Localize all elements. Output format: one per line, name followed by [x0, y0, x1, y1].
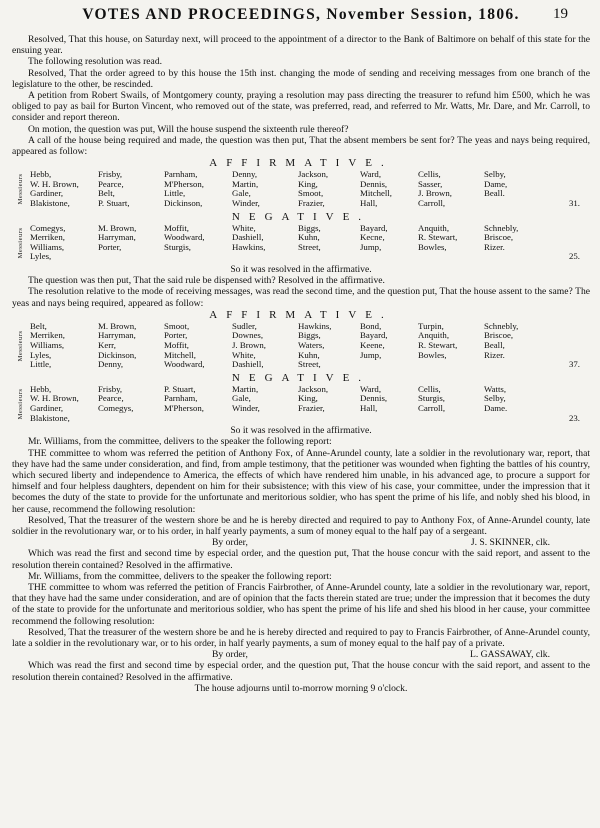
vote-negative-list — [12, 385, 590, 423]
member-name: Gardiner, — [30, 188, 64, 199]
signature-block — [12, 649, 590, 660]
member-name: Frisby, — [98, 169, 123, 180]
member-name — [298, 252, 360, 262]
member-name: Comegys, — [98, 402, 134, 413]
vote-negative-list — [12, 224, 590, 262]
member-name: Jackson, — [298, 383, 329, 394]
messieurs-label: Messieurs — [16, 173, 24, 205]
messieurs-label: Messieurs — [16, 330, 24, 362]
member-name: Cellis, — [418, 169, 441, 180]
member-name: Smoot, — [298, 188, 324, 199]
paragraph: On motion, the question was put, Will the house suspend the sixteenth rule thereof? — [28, 123, 349, 135]
vote-side-label — [12, 385, 30, 423]
vote-column — [30, 322, 98, 370]
member-name: Denny, — [232, 169, 258, 180]
member-name: Porter, — [98, 241, 122, 252]
vote-column — [360, 385, 418, 423]
member-name: Dennis, — [360, 393, 388, 404]
member-name: Selby, — [484, 393, 506, 404]
vote-column — [30, 224, 98, 262]
adjournment-notice: The house adjourns until to-morrow morning 9 o'clock. — [194, 682, 408, 694]
vote-total: 31. — [569, 198, 580, 209]
member-name: Sasser, — [418, 178, 443, 189]
member-name — [232, 252, 298, 262]
member-name: Hawkins, — [232, 241, 266, 252]
member-name: Ward, — [360, 383, 382, 394]
member-name — [360, 360, 418, 370]
vote-negative-heading: NEGATIVE. — [231, 210, 371, 223]
member-name: Woodward, — [164, 232, 205, 243]
page-number: 19 — [553, 6, 568, 22]
member-name: Frisby, — [98, 383, 123, 394]
paragraph: Resolved, That the treasurer of the western shore be and he is hereby directed and required to pay to Anthony Fox, of Anne-Arundel county, late soldier in the revolutionary war, or to his order, in half yearly payments, a sum of money equal to the half pay of a sergeant. — [12, 514, 590, 537]
member-name: Pearce, — [98, 393, 124, 404]
member-name: J. Brown, — [232, 339, 266, 350]
member-name: Mitchell, — [164, 349, 197, 360]
member-name — [164, 414, 232, 424]
member-name: Street, — [298, 359, 321, 370]
member-name — [418, 252, 484, 262]
member-name: White, — [232, 222, 256, 233]
member-name: Biggs, — [298, 330, 321, 341]
vote-column — [484, 385, 532, 423]
vote-negative-heading: NEGATIVE. — [231, 371, 371, 384]
vote-column — [360, 322, 418, 370]
member-name — [484, 360, 532, 370]
member-name: Porter, — [164, 330, 188, 341]
vote-affirmative-heading: AFFIRMATIVE. — [209, 308, 393, 321]
member-name: Schnebly, — [484, 222, 519, 233]
member-name: Winder, — [232, 402, 260, 413]
member-name: Beall, — [484, 339, 505, 350]
member-name: Pearce, — [98, 178, 124, 189]
member-name: M'Pherson, — [164, 402, 204, 413]
vote-side-label — [12, 322, 30, 370]
member-name: Hall, — [360, 402, 378, 413]
member-name: Jump, — [360, 349, 382, 360]
signature-clerk: L. GASSAWAY, clk. — [470, 649, 550, 661]
member-name: Kuhn, — [298, 349, 320, 360]
member-name: Watts, — [484, 383, 507, 394]
paragraph: A petition from Robert Swails, of Montgomery county, praying a resolution may pass directing the treasurer to refund him £500, which he was obliged to pay as bail for Burton Vincent, who removed out of the state, was preferred, read, and referred to Mr. Watts, Mr. Dare, and Mr. Carroll, to consider and report thereon. — [12, 90, 590, 124]
paragraph: Mr. Williams, from the committee, delivers to the speaker the following report: — [28, 570, 332, 582]
member-name — [484, 414, 532, 424]
member-name: Williams, — [30, 241, 65, 252]
member-name: Martin, — [232, 178, 259, 189]
member-name — [418, 414, 484, 424]
paragraph: The resolution relative to the mode of receiving messages, was read the second time, and the question put, That the house assent to the same? The yeas and nays being required, appeared as follow: — [12, 286, 590, 309]
signature-block — [12, 537, 590, 548]
vote-side-label — [12, 170, 30, 208]
member-name: Dame, — [484, 178, 508, 189]
vote-column — [418, 224, 484, 262]
member-name: Dame. — [484, 402, 508, 413]
member-name: Blakistone, — [30, 412, 70, 423]
member-name: Merriken, — [30, 232, 65, 243]
member-name: King, — [298, 178, 318, 189]
messieurs-label: Messieurs — [16, 227, 24, 259]
member-name: Street, — [298, 241, 321, 252]
member-name: W. H. Brown, — [30, 393, 79, 404]
member-name: Jump, — [360, 241, 382, 252]
signature-clerk: J. S. SKINNER, clk. — [470, 537, 550, 549]
vote-total: 23. — [569, 412, 580, 423]
vote-column — [98, 170, 164, 208]
member-name: Hall, — [360, 198, 378, 209]
member-name: Comegys, — [30, 222, 66, 233]
member-name: Merriken, — [30, 330, 65, 341]
member-name — [298, 414, 360, 424]
member-name: Moffit, — [164, 222, 190, 233]
page-header — [12, 6, 590, 34]
member-name: Harryman, — [98, 232, 136, 243]
member-name: Frazier, — [298, 198, 325, 209]
member-name — [484, 199, 532, 209]
member-name: Briscoe, — [484, 232, 514, 243]
vote-total: 25. — [569, 251, 580, 262]
member-name: Carroll, — [418, 198, 446, 209]
member-name: Winder, — [232, 198, 260, 209]
paragraph: Which was read the first and second time by especial order, and the question put, That the house concur with the said report, and assent to the resolution therein contained? Resolved in the affirmative. — [12, 548, 590, 571]
member-name: Moffit, — [164, 339, 190, 350]
vote-column — [484, 322, 532, 370]
member-name: Bowles, — [418, 241, 447, 252]
vote-column — [30, 170, 98, 208]
vote-column — [164, 385, 232, 423]
vote-column — [298, 322, 360, 370]
member-name: Dickinson, — [164, 198, 203, 209]
vote-column — [418, 385, 484, 423]
member-name: Denny, — [98, 359, 124, 370]
member-name: Sudler, — [232, 320, 257, 331]
paragraph: A call of the house being required and made, the question was then put, That the absent members be sent for? The yeas and nays being required, appeared as follow: — [12, 134, 590, 158]
vote-column — [418, 322, 484, 370]
member-name: Turpin, — [418, 320, 444, 331]
paragraph: THE committee to whom was referred the petition of Francis Fairbrother, of Anne-Arundel county, late a soldier in the revolutionary war, report, that they have had the same under consideration, and are of opinion that the facts therein stated are true; under the impression that it becomes the duty of the state to provide for the unfortunate and meritorious soldier, who has spent the prime of his life and shed his blood in her cause, your committee recommend the following resolution: — [12, 581, 590, 627]
member-name: Dickinson, — [98, 349, 137, 360]
page-title: VOTES AND PROCEEDINGS, November Session, 1806. — [82, 6, 520, 23]
member-name: Harryman, — [98, 330, 136, 341]
member-name: Williams, — [30, 339, 65, 350]
vote-column — [484, 170, 532, 208]
vote-result: So it was resolved in the affirmative. — [230, 425, 372, 437]
member-name: Hawkins, — [298, 320, 332, 331]
member-name: Keene, — [360, 339, 385, 350]
vote-column — [30, 385, 98, 423]
member-name: Rizer. — [484, 349, 505, 360]
vote-column — [164, 224, 232, 262]
member-name: M. Brown, — [98, 320, 137, 331]
member-name: Bayard, — [360, 330, 388, 341]
vote-result: So it was resolved in the affirmative. — [230, 263, 372, 275]
member-name: Briscoe, — [484, 330, 514, 341]
vote-affirmative-list — [12, 170, 590, 208]
member-name: Sturgis, — [164, 241, 191, 252]
member-name — [360, 414, 418, 424]
vote-column — [164, 322, 232, 370]
member-name: M. Brown, — [98, 222, 137, 233]
member-name: Anquith, — [418, 330, 450, 341]
member-name: Rizer. — [484, 241, 505, 252]
member-name: P. Stuart, — [164, 383, 196, 394]
member-name: Parnham, — [164, 169, 198, 180]
vote-column — [98, 322, 164, 370]
member-name: R. Stewart, — [418, 339, 458, 350]
member-name: Martin, — [232, 383, 259, 394]
member-name: Kuhn, — [298, 232, 320, 243]
vote-column — [164, 170, 232, 208]
member-name: Smoot, — [164, 320, 190, 331]
member-name: King, — [298, 393, 318, 404]
member-name — [360, 252, 418, 262]
member-name: Dashiell, — [232, 232, 264, 243]
member-name — [484, 252, 532, 262]
member-name: Waters, — [298, 339, 325, 350]
paragraph: The question was then put, That the said rule be dispensed with? Resolved in the affirmative. — [28, 275, 385, 287]
vote-column — [232, 385, 298, 423]
vote-column — [298, 224, 360, 262]
vote-column — [484, 224, 532, 262]
member-name: Gale, — [232, 188, 251, 199]
vote-column — [298, 385, 360, 423]
member-name: Hebb, — [30, 383, 52, 394]
member-name: Biggs, — [298, 222, 321, 233]
member-name: Jackson, — [298, 169, 329, 180]
member-name — [164, 252, 232, 262]
member-name: Kecne, — [360, 232, 385, 243]
member-name: Gardiner, — [30, 402, 64, 413]
member-name: Dashiell, — [232, 359, 264, 370]
paragraph: THE committee to whom was referred the petition of Anthony Fox, of Anne-Arundel county, late a soldier in the revolutionary war, report, that they have had the same under consideration, and find, from ample testimony, that the petitioner was wounded when fighting the battles of his country, which secured liberty and independence to America, the effects of which have rendered him unable, in his advanced age, to procure a support for himself and four helpless daughters, dependent on him for their subsistence; with this view of his case, your committee, under the impression that it becomes the duty of the state to provide for the unfortunate and meritorious soldier, who has spent the prime of his life, and nobly shed his blood, in her cause, recommend the following resolution: — [12, 447, 590, 515]
member-name: Lyles, — [30, 349, 52, 360]
member-name: Lyles, — [30, 251, 52, 262]
vote-side-label — [12, 224, 30, 262]
member-name: Sturgis, — [418, 393, 445, 404]
messieurs-label: Messieurs — [16, 388, 24, 420]
member-name: Dennis, — [360, 178, 388, 189]
vote-column — [98, 385, 164, 423]
paragraph: Resolved, That the treasurer of the western shore be and he is hereby directed and required to pay to Francis Fairbrother, of Anne-Arundel county, late a soldier in the revolutionary war, or to his order, in half yearly payments, a sum of money equal to the half pay of a private. — [12, 626, 590, 649]
member-name: Frazier, — [298, 402, 325, 413]
paragraph: The following resolution was read. — [28, 56, 163, 68]
member-name: M'Pherson, — [164, 178, 204, 189]
vote-column — [232, 170, 298, 208]
vote-column — [98, 224, 164, 262]
member-name: Cellis, — [418, 383, 441, 394]
vote-column — [232, 322, 298, 370]
member-name: Parnham, — [164, 393, 198, 404]
member-name — [98, 252, 164, 262]
member-name: Kerr, — [98, 339, 116, 350]
member-name — [418, 360, 484, 370]
member-name: Little, — [164, 188, 186, 199]
member-name: Hebb, — [30, 169, 52, 180]
member-name: Belt, — [98, 188, 115, 199]
member-name: Bayard, — [360, 222, 388, 233]
member-name: Schnebly, — [484, 320, 519, 331]
member-name: Bond, — [360, 320, 382, 331]
member-name: Carroll, — [418, 402, 446, 413]
paragraph: Resolved, That the order agreed to by this house the 15th inst. changing the mode of sending and receiving messages from one branch of the legislature to the other, be rescinded. — [12, 67, 590, 90]
member-name — [98, 414, 164, 424]
member-name: Blakistone, — [30, 198, 70, 209]
member-name: Woodward, — [164, 359, 205, 370]
member-name: W. H. Brown, — [30, 178, 79, 189]
paragraph: Resolved, That this house, on Saturday next, will proceed to the appointment of a director to the Bank of Baltimore on behalf of this state for the ensuing year. — [12, 34, 590, 57]
member-name: Gale, — [232, 393, 251, 404]
member-name: Selby, — [484, 169, 506, 180]
vote-column — [360, 224, 418, 262]
signature-by-order: By order, — [212, 649, 248, 661]
vote-affirmative-heading: AFFIRMATIVE. — [209, 157, 393, 170]
member-name: Bowles, — [418, 349, 447, 360]
member-name: P. Stuart, — [98, 198, 130, 209]
vote-affirmative-list — [12, 322, 590, 370]
vote-column — [232, 224, 298, 262]
member-name: Anquith, — [418, 222, 450, 233]
vote-column — [360, 170, 418, 208]
paragraph: Mr. Williams, from the committee, delivers to the speaker the following report: — [28, 436, 332, 448]
signature-by-order: By order, — [212, 537, 248, 549]
member-name: Belt, — [30, 320, 47, 331]
member-name: Ward, — [360, 169, 382, 180]
member-name — [232, 414, 298, 424]
member-name: Little, — [30, 359, 52, 370]
paragraph: Which was read the first and second time by especial order, and the question put, That the house concur with the said report, and assent to the resolution therein contained? Resolved in the affirmative. — [12, 660, 590, 683]
member-name: Mitchell, — [360, 188, 393, 199]
vote-column — [298, 170, 360, 208]
member-name: Beall. — [484, 188, 505, 199]
member-name: Downes, — [232, 330, 264, 341]
member-name: White, — [232, 349, 256, 360]
member-name: R. Stewart, — [418, 232, 458, 243]
vote-column — [418, 170, 484, 208]
member-name: J. Brown, — [418, 188, 452, 199]
vote-total: 37. — [569, 359, 580, 370]
